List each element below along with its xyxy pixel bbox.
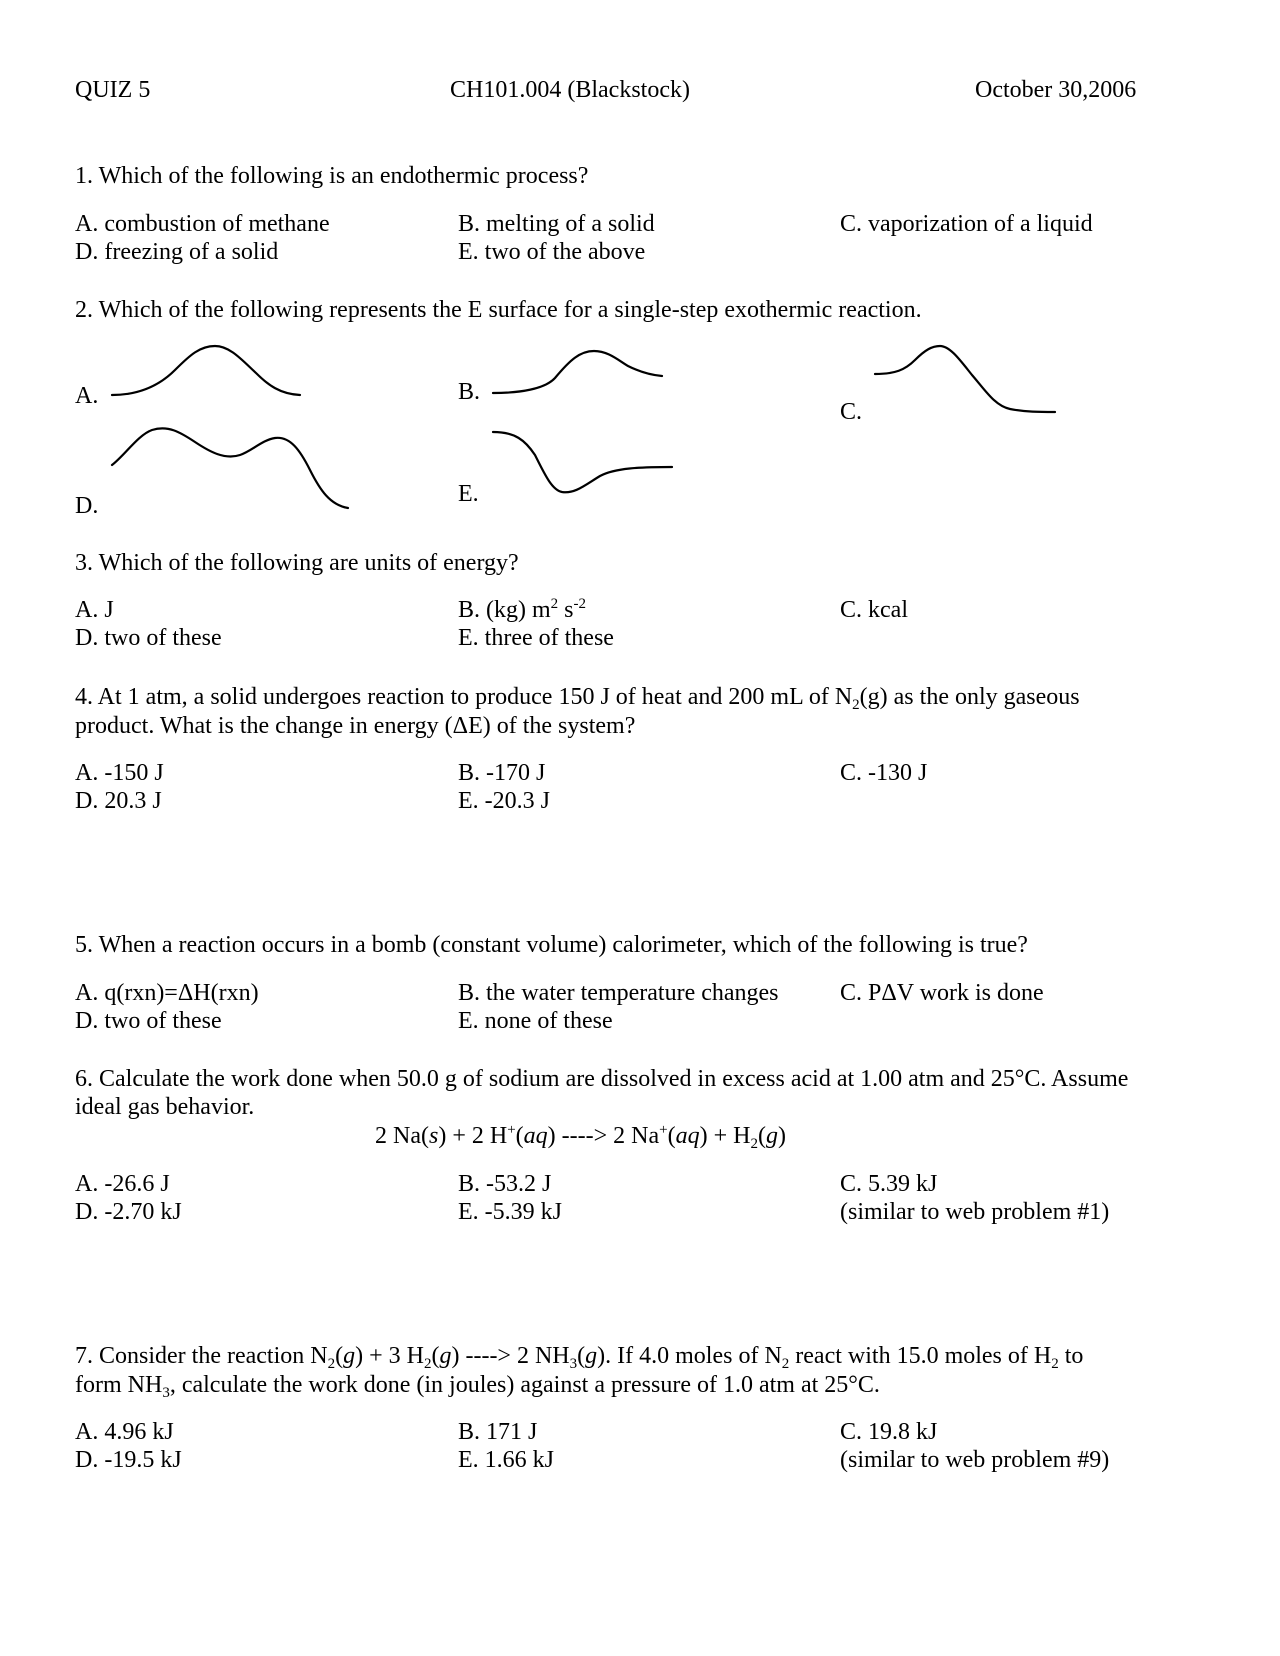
quiz-date: October 30,2006 bbox=[975, 77, 1137, 103]
question-7-line-1: 7. Consider the reaction $N_2(g) + 3$ $H_2(g)$ ----> 2 $NH_3(g)$. If 4.0 moles of $N_2$ react with 15.0 moles of $H_2$ to bbox=[75, 1343, 1084, 1372]
energy-curve-e bbox=[493, 432, 672, 492]
q4-option-a: A. -150 J bbox=[75, 760, 164, 786]
q2-option-e: E. bbox=[458, 481, 479, 507]
q7-option-c: C. 19.8 kJ bbox=[840, 1419, 938, 1445]
question-6-line-2: ideal gas behavior. bbox=[75, 1094, 255, 1120]
q2-option-a: A. bbox=[75, 383, 99, 409]
question-6-line-1: 6. Calculate the work done when 50.0 g of sodium are dissolved in excess acid at 1.00 atm and 25°C. Assume bbox=[75, 1066, 1129, 1092]
quiz-title: QUIZ 5 bbox=[75, 77, 151, 103]
q5-option-c: C. PΔV work is done bbox=[840, 980, 1044, 1006]
q3-option-b: B. (kg) $m^2$ $s^{-2}$ bbox=[458, 596, 587, 623]
q5-option-b: B. the water temperature changes bbox=[458, 980, 779, 1006]
q3-option-e: E. three of these bbox=[458, 625, 614, 651]
q7-option-a: A. 4.96 kJ bbox=[75, 1419, 174, 1445]
q3-option-a: A. J bbox=[75, 597, 114, 623]
q7-web-problem-note: (similar to web problem #9) bbox=[840, 1447, 1110, 1473]
energy-curve-d bbox=[112, 428, 348, 508]
energy-curves-figure bbox=[0, 0, 1280, 540]
q1-option-d: D. freezing of a solid bbox=[75, 239, 279, 265]
q1-option-c: C. vaporization of a liquid bbox=[840, 211, 1093, 237]
q2-option-b: B. bbox=[458, 379, 481, 405]
energy-curve-a bbox=[112, 346, 300, 395]
question-5-text: 5. When a reaction occurs in a bomb (constant volume) calorimeter, which of the following is true? bbox=[75, 932, 1028, 958]
q1-option-a: A. combustion of methane bbox=[75, 211, 330, 237]
q6-option-c: C. 5.39 kJ bbox=[840, 1171, 938, 1197]
q5-option-d: D. two of these bbox=[75, 1008, 222, 1034]
q5-option-e: E. none of these bbox=[458, 1008, 613, 1034]
q4-option-c: C. -130 J bbox=[840, 760, 928, 786]
q2-option-c: C. bbox=[840, 399, 863, 425]
q5-option-a: A. q(rxn)=ΔH(rxn) bbox=[75, 980, 259, 1006]
energy-curve-b bbox=[493, 351, 662, 393]
q4-option-d: D. 20.3 J bbox=[75, 788, 162, 814]
question-4-line-1: 4. At 1 atm, a solid undergoes reaction to produce 150 J of heat and 200 mL of $N_2(g)$ as the only gaseous bbox=[75, 684, 1080, 713]
q7-option-e: E. 1.66 kJ bbox=[458, 1447, 554, 1473]
q1-option-e: E. two of the above bbox=[458, 239, 646, 265]
q4-option-b: B. -170 J bbox=[458, 760, 546, 786]
q2-option-d: D. bbox=[75, 493, 99, 519]
q6-reaction-equation: 2 Na(s) + 2 H+(aq) ----> 2 $Na^+(aq) + H_2(g)$ bbox=[375, 1122, 786, 1152]
q6-option-b: B. -53.2 J bbox=[458, 1171, 552, 1197]
question-2-text: 2. Which of the following represents the E surface for a single-step exothermic reaction. bbox=[75, 297, 922, 323]
q6-option-d: D. -2.70 kJ bbox=[75, 1199, 182, 1225]
q3-option-c: C. kcal bbox=[840, 597, 908, 623]
q1-option-b: B. melting of a solid bbox=[458, 211, 655, 237]
q6-option-a: A. -26.6 J bbox=[75, 1171, 170, 1197]
q3-option-d: D. two of these bbox=[75, 625, 222, 651]
course-name: CH101.004 (Blackstock) bbox=[450, 77, 690, 103]
q6-option-e: E. -5.39 kJ bbox=[458, 1199, 562, 1225]
q7-option-d: D. -19.5 kJ bbox=[75, 1447, 182, 1473]
q6-web-problem-note: (similar to web problem #1) bbox=[840, 1199, 1110, 1225]
question-4-line-2: product. What is the change in energy (ΔE) of the system? bbox=[75, 713, 636, 739]
q7-option-b: B. 171 J bbox=[458, 1419, 538, 1445]
energy-curve-c bbox=[875, 346, 1055, 412]
question-1-text: 1. Which of the following is an endothermic process? bbox=[75, 163, 589, 189]
question-3-text: 3. Which of the following are units of energy? bbox=[75, 550, 519, 576]
question-7-line-2: form $NH_3$, calculate the work done (in joules) against a pressure of 1.0 atm at 25°C. bbox=[75, 1372, 880, 1401]
q4-option-e: E. -20.3 J bbox=[458, 788, 550, 814]
